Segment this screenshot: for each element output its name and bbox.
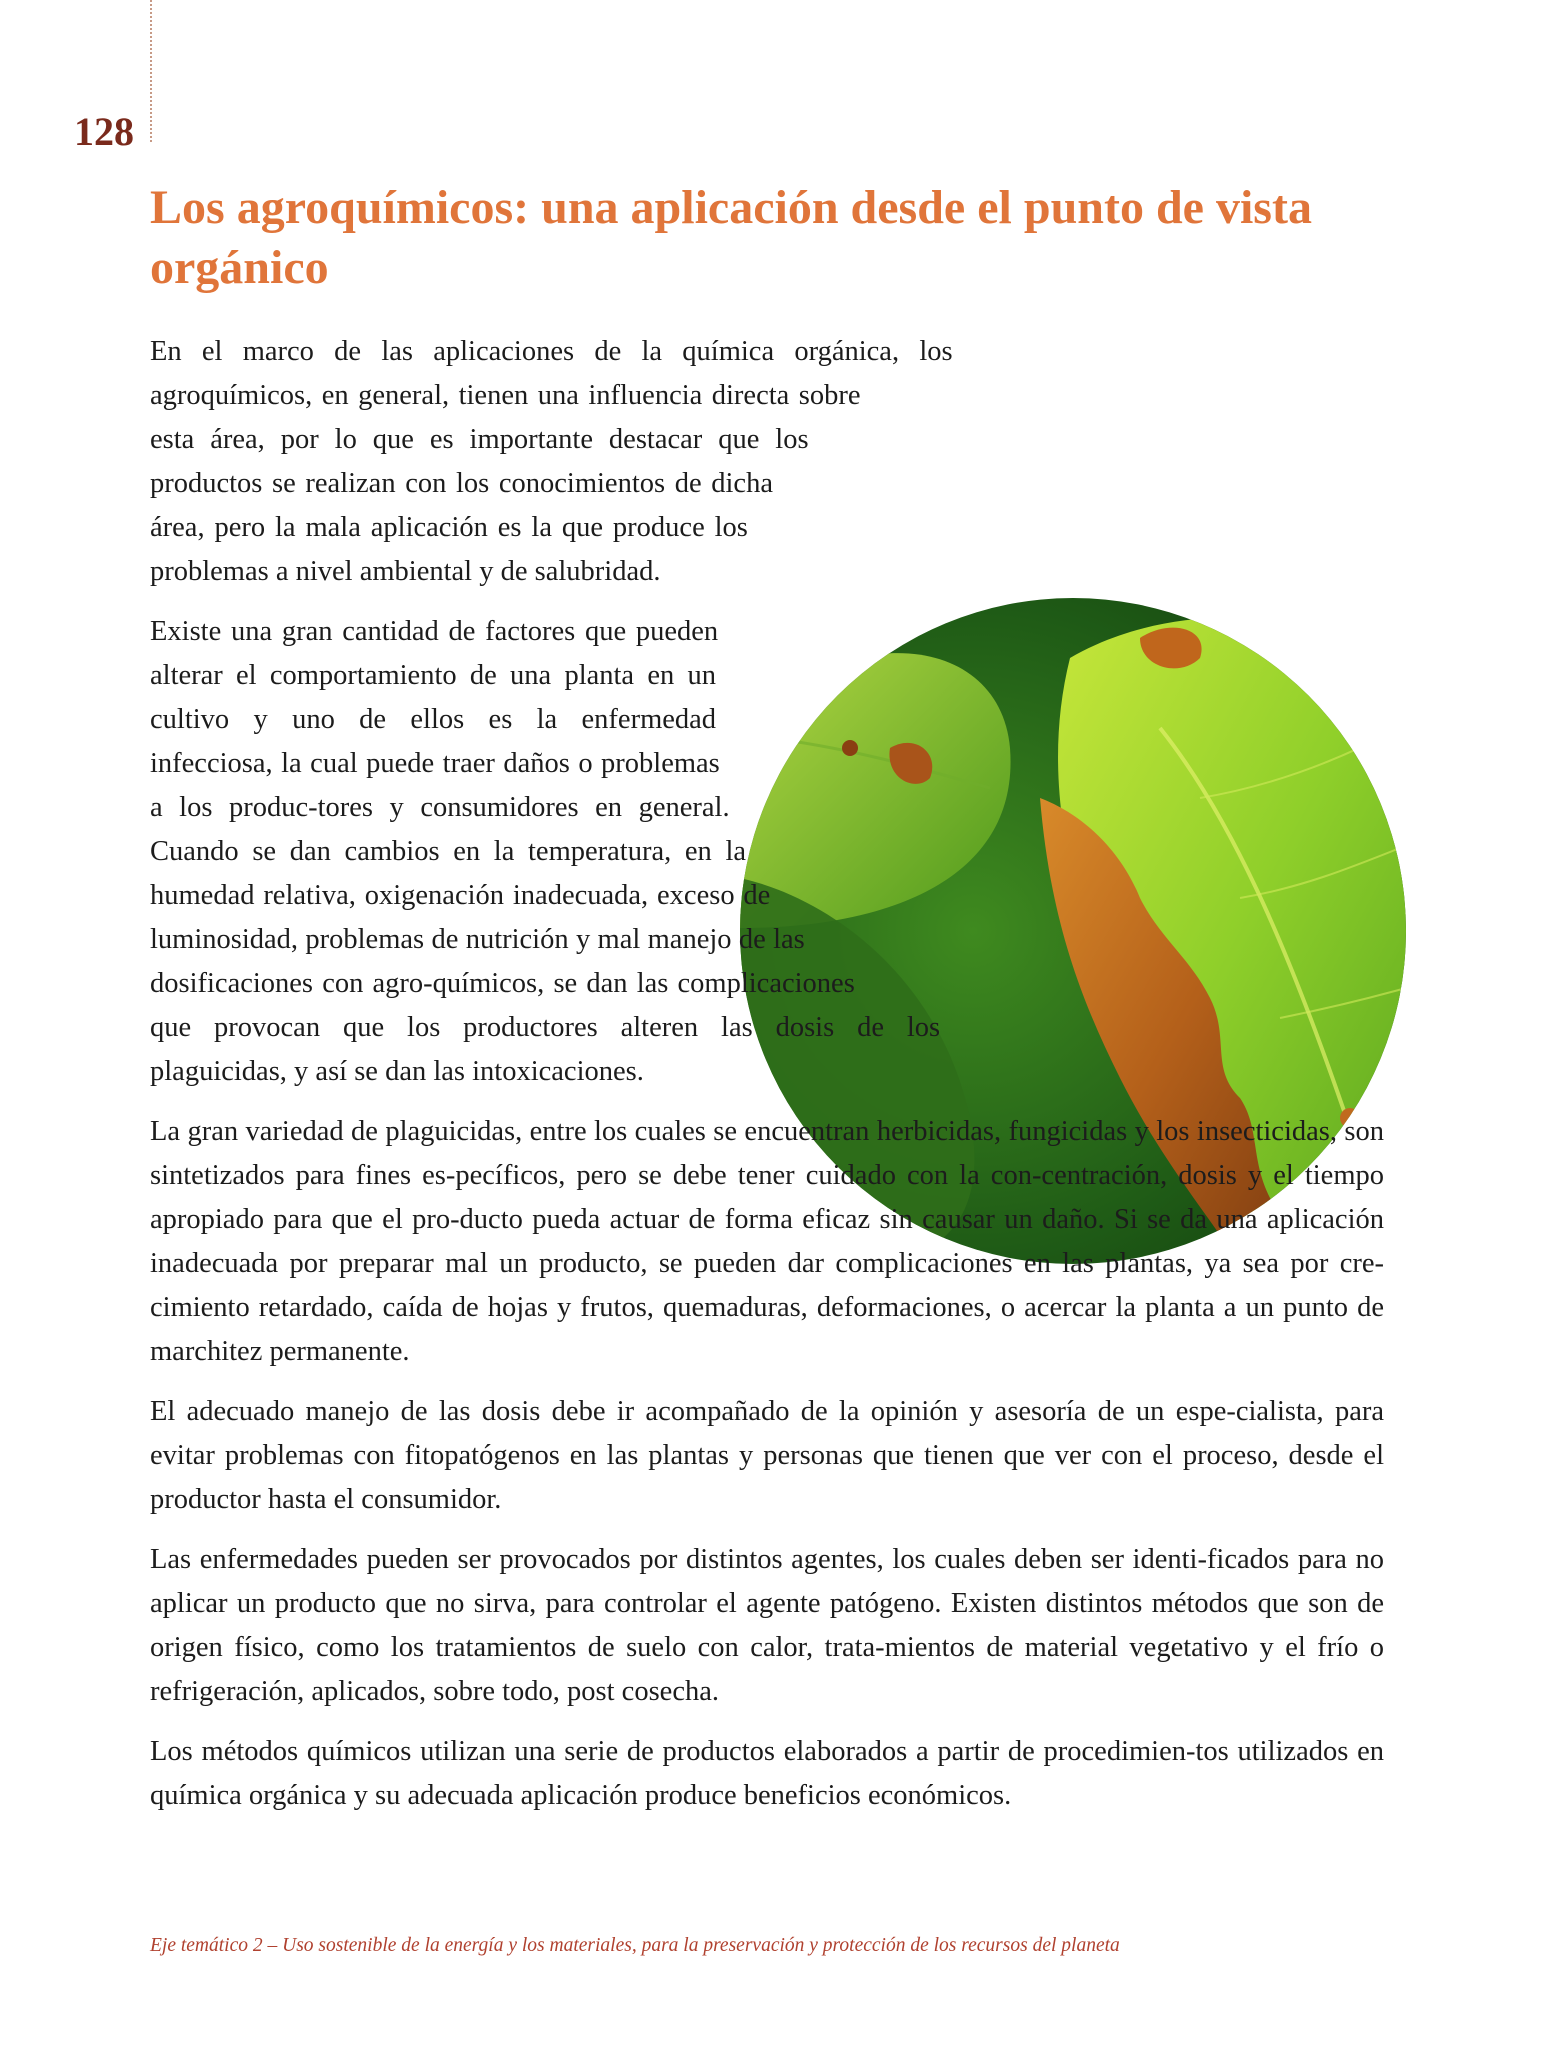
body-text <box>150 330 1384 1834</box>
footer-caption: Eje temático 2 – Uso sostenible de la energía y los materiales, para la preservación y protección de los recursos del planeta <box>150 1935 1120 1956</box>
page-title: Los agroquímicos: una aplicación desde el punto de vista orgánico <box>150 181 1312 294</box>
margin-dotted-rule <box>150 0 152 142</box>
page-number: 128 <box>74 109 134 154</box>
paragraph-2: Existe una gran cantidad de factores que pueden alterar el comportamiento de una planta en un cultivo y uno de ellos es la enfermedad infecciosa, la cual puede traer daños o problemas a los produc-tores y consumidores en general. Cuando se dan cambios en la temperatura, en la humedad relativa, oxigenación inadecuada, exceso de luminosidad, problemas de nutrición y mal manejo de las dosificaciones con agro-químicos, se dan las complicaciones que provocan que los productores alteren las dosis de los plaguicidas, y así se dan las intoxicaciones. <box>150 616 941 1087</box>
photo-wrap-shape <box>716 330 1384 1044</box>
paragraph-6: Los métodos químicos utilizan una serie de productos elaborados a partir de procedimien-tos utilizados en química orgánica y su adecuada aplicación produce beneficios económicos. <box>150 1736 1384 1811</box>
paragraph-5: Las enfermedades pueden ser provocados por distintos agentes, los cuales deben ser identi-ficados para no aplicar un producto que no sirva, para controlar el agente patógeno. Existen distintos métodos que son de origen físico, como los tratamientos de suelo con calor, trata-mientos de material vegetativo y el frío o refrigeración, aplicados, sobre todo, post cosecha. <box>150 1544 1384 1707</box>
paragraph-4: El adecuado manejo de las dosis debe ir acompañado de la opinión y asesoría de un espe-cialista, para evitar problemas con fitopatógenos en las plantas y personas que tienen que ver con el proceso, desde el productor hasta el consumidor. <box>150 1396 1384 1515</box>
paragraph-1: En el marco de las aplicaciones de la química orgánica, los agroquímicos, en general, tienen una influencia directa sobre esta área, por lo que es importante destacar que los productos se realizan con los conocimientos de dicha área, pero la mala aplicación es la que produce los problemas a nivel ambiental y de salubridad. <box>150 336 953 587</box>
paragraph-3: La gran variedad de plaguicidas, entre los cuales se encuentran herbicidas, fungicidas y los insecticidas, son sintetizados para fines es-pecíficos, pero se debe tener cuidado con la con-centración, dosis y el tiempo apropiado para que el pro-ducto pueda actuar de forma eficaz sin causar un daño. Si se da una aplicación inadecuada por preparar mal un producto, se pueden dar complicaciones en las plantas, ya sea por cre-cimiento retardado, caída de hojas y frutos, quemaduras, deformaciones, o acercar la planta a un punto de marchitez permanente. <box>150 1116 1384 1367</box>
